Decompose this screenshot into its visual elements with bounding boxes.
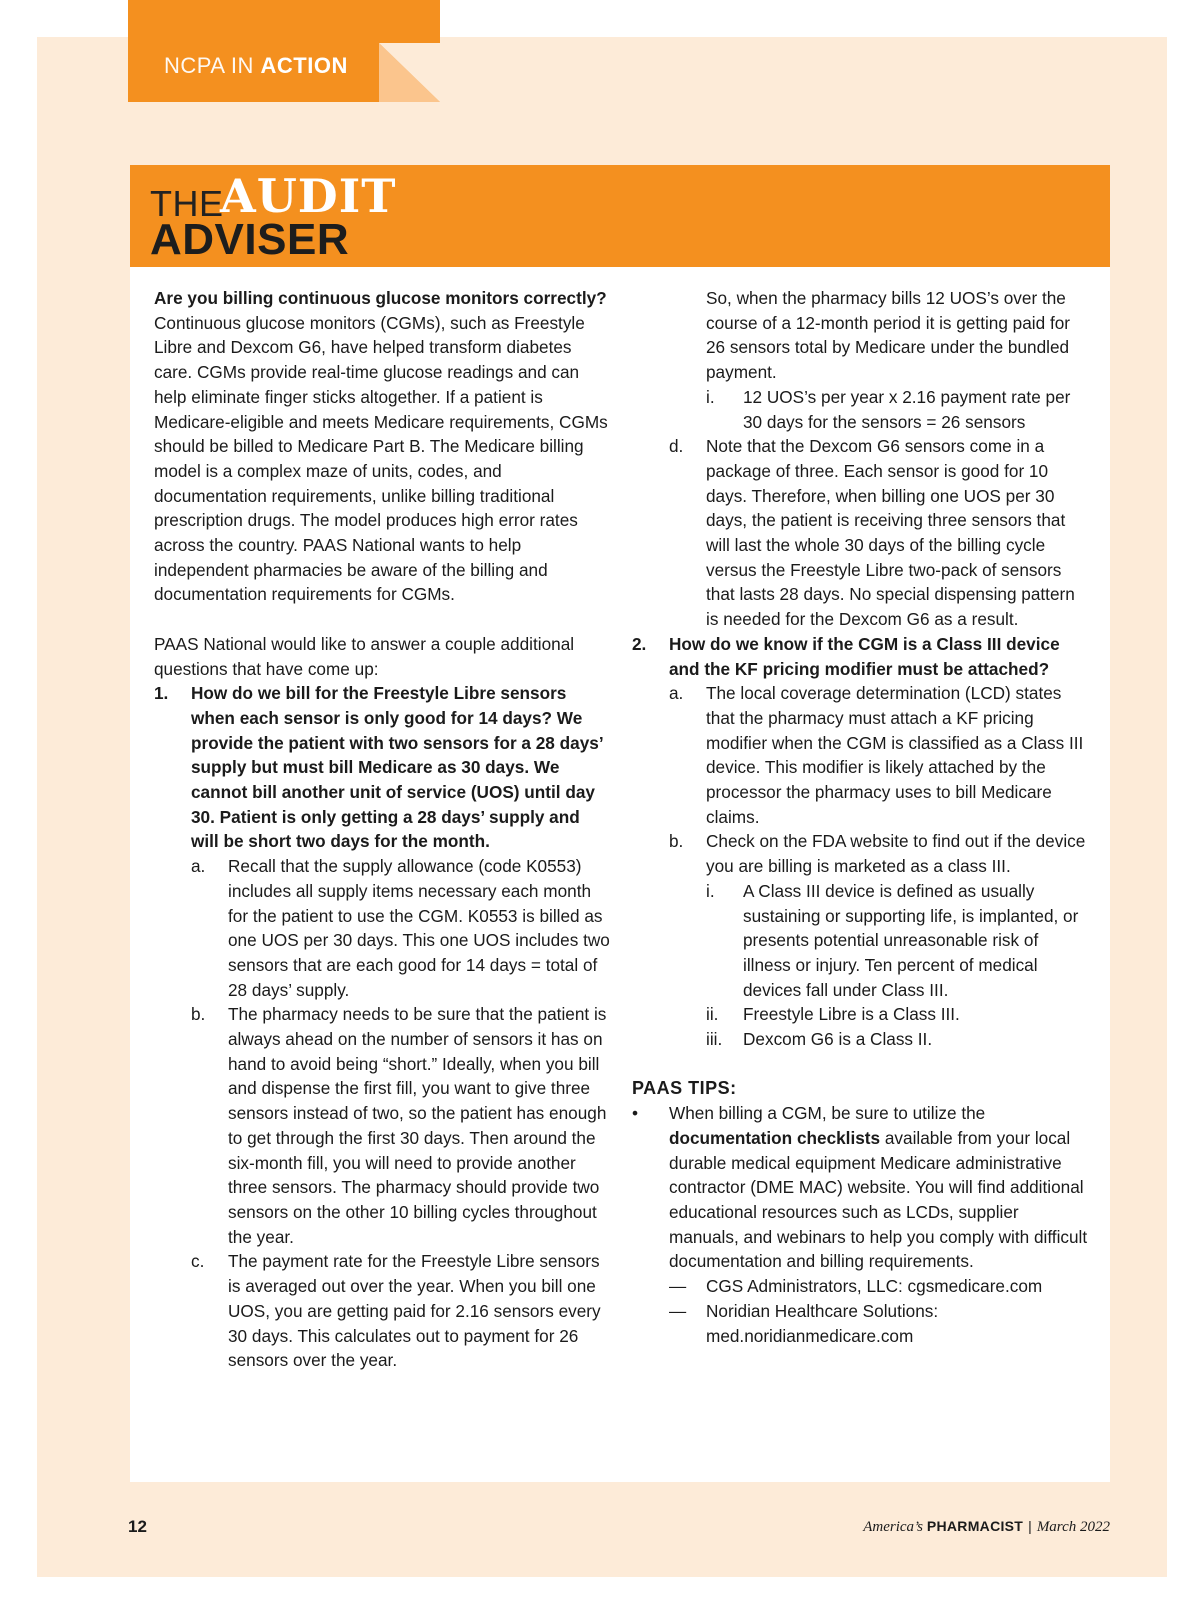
- answer-2b-i-text: A Class III device is defined as usually sustaining or supporting life, is implanted, or presents potential unreasonable risk of illness or injury. Ten percent of medical devices fall under Class III.: [743, 880, 1079, 1000]
- magazine-prefix: America’s: [863, 1519, 923, 1535]
- page-number: 12: [128, 1517, 147, 1536]
- answer-1c-text: The payment rate for the Freestyle Libre sensors is averaged out over the year. When you bill one UOS, you are getting paid for 2.16 sensors every 30 days. This calculates out to payment for 26 sensors over the year.: [228, 1251, 601, 1371]
- question-2-text: How do we know if the CGM is a Class III device and the KF pricing modifier must be attached?: [669, 633, 1060, 679]
- section-label-emphasis: ACTION: [260, 53, 348, 78]
- footer-separator: |: [1028, 1518, 1032, 1534]
- title-the: THE: [150, 183, 224, 224]
- section-label-prefix: NCPA IN: [164, 53, 254, 78]
- answer-1d-text: Note that the Dexcom G6 sensors come in a package of three. Each sensor is good for 10 days. Therefore, when billing one UOS per 30 days, the patient is receiving three sensors that will last the whole 30 days of the billing cycle versus the Freestyle Libre two-pack of sensors that lasts 28 days. No special dispensing pattern is needed for the Dexcom G6 as a result.: [706, 436, 1075, 630]
- answer-1d: [632, 434, 1088, 632]
- answer-2a: [632, 681, 1088, 829]
- right-column: [632, 286, 1088, 1348]
- answer-2b-ii-marker: ii.: [706, 1004, 719, 1025]
- tips-text-before: When billing a CGM, be sure to utilize the: [669, 1103, 986, 1124]
- tips-link-noridian-text: Noridian Healthcare Solutions: med.noridianmedicare.com: [706, 1300, 939, 1346]
- answer-1b: [154, 1002, 612, 1249]
- tips-link-noridian: [632, 1299, 1088, 1348]
- answer-1a-marker: a.: [191, 856, 206, 877]
- section-label: [164, 53, 348, 79]
- publication-footer: [863, 1518, 1110, 1536]
- question-1-number: 1.: [154, 683, 169, 704]
- question-2: [632, 632, 1088, 681]
- answer-1a-text: Recall that the supply allowance (code K0553) includes all supply items necessary each month for the patient to use the CGM. K0553 is billed as one UOS per 30 days. This one UOS includes two sensors that are each good for 14 days = total of 28 days’ supply.: [228, 856, 610, 1000]
- tips-text: [669, 1101, 1088, 1274]
- tips-link-cgs-text: CGS Administrators, LLC: cgsmedicare.com: [706, 1276, 1043, 1297]
- tips-heading: PAAS TIPS:: [632, 1078, 737, 1099]
- answer-1c-marker: c.: [191, 1251, 205, 1272]
- answer-2b-text: Check on the FDA website to find out if the device you are billing is marketed as a class III.: [706, 831, 1086, 877]
- dash-icon: —: [669, 1300, 687, 1321]
- answer-2a-marker: a.: [669, 683, 684, 704]
- answer-2b: [632, 829, 1088, 878]
- answer-1c-continued: So, when the pharmacy bills 12 UOS’s over the course of a 12-month period it is getting paid for 26 sensors total by Medicare under the bundled payment.: [706, 288, 1071, 383]
- magazine-name: PHARMACIST: [926, 1518, 1024, 1534]
- question-1: [154, 681, 612, 854]
- issue-date: March 2022: [1036, 1519, 1110, 1535]
- tab-folded-corner-shadow: [379, 43, 440, 102]
- title-banner: [130, 165, 1110, 267]
- answer-1c-i-marker: i.: [706, 386, 715, 407]
- answer-2b-ii: [632, 1002, 1088, 1027]
- intro-paragraph: Continuous glucose monitors (CGMs), such as Freestyle Libre and Dexcom G6, have helped transform diabetes care. CGMs provide real-time glucose readings and can help eliminate finger sticks altogether. If a patient is Medicare-eligible and meets Medicare requirements, CGMs should be billed to Medicare Part B. The Medicare billing model is a complex maze of units, codes, and documentation requirements, unlike billing traditional prescription drugs. The model produces high error rates across the country. PAAS National wants to help independent pharmacies be aware of the billing and documentation requirements for CGMs.: [154, 312, 608, 605]
- answer-1d-marker: d.: [669, 436, 684, 457]
- question-1-text: How do we bill for the Freestyle Libre sensors when each sensor is only good for 14 days? We provide the patient with two sensors for a 28 days’ supply but must bill Medicare as 30 days. We cannot bill another unit of service (UOS) until day 30. Patient is only getting a 28 days’ supply and will be short two days for the month.: [191, 683, 603, 852]
- tips-bullet-item: [632, 1101, 1088, 1274]
- answer-2b-i: [632, 879, 1088, 1003]
- tips-text-after: available from your local durable medical equipment Medicare administrative contractor (DME MAC) website. You will find additional educational resources such as LCDs, supplier manuals, and webinars to help you comply with difficult documentation and billing requirements.: [669, 1127, 1088, 1272]
- intro-question: Are you billing continuous glucose monitors correctly?: [154, 288, 607, 308]
- intro-paragraph-2: PAAS National would like to answer a couple additional questions that have come up:: [154, 633, 575, 679]
- tips-text-bold: documentation checklists: [669, 1127, 881, 1148]
- question-2-number: 2.: [632, 633, 647, 654]
- answer-2b-marker: b.: [669, 831, 684, 852]
- answer-1c: [154, 1249, 612, 1373]
- answer-1c-i-text: 12 UOS’s per year x 2.16 payment rate per 30 days for the sensors = 26 sensors: [743, 386, 1071, 432]
- answer-2b-iii-text: Dexcom G6 is a Class II.: [743, 1029, 933, 1050]
- title-adviser: ADVISER: [150, 215, 350, 264]
- left-column: [154, 286, 612, 1373]
- answer-1b-marker: b.: [191, 1004, 206, 1025]
- answer-2b-iii: [632, 1027, 1088, 1052]
- tips-link-cgs: [632, 1274, 1088, 1299]
- answer-1a: [154, 854, 612, 1002]
- dash-icon: —: [669, 1276, 687, 1297]
- answer-1c-i: [632, 385, 1088, 434]
- answer-1b-text: The pharmacy needs to be sure that the patient is always ahead on the number of sensors it has on hand to avoid being “short.” Ideally, when you bill and dispense the first fill, you want to give three sensors instead of two, so the patient has enough to get through the first 30 days. Then around the six-month fill, you will need to provide another three sensors. The pharmacy should provide two sensors on the other 10 billing cycles throughout the year.: [228, 1004, 607, 1247]
- title-audit: AUDIT: [220, 169, 397, 223]
- answer-2b-ii-text: Freestyle Libre is a Class III.: [743, 1004, 960, 1025]
- bullet-icon: •: [632, 1103, 639, 1124]
- answer-2a-text: The local coverage determination (LCD) states that the pharmacy must attach a KF pricing modifier when the CGM is classified as a Class III device. This modifier is likely attached by the processor the pharmacy uses to bill Medicare claims.: [706, 683, 1084, 827]
- answer-2b-i-marker: i.: [706, 880, 715, 901]
- answer-2b-iii-marker: iii.: [706, 1029, 723, 1050]
